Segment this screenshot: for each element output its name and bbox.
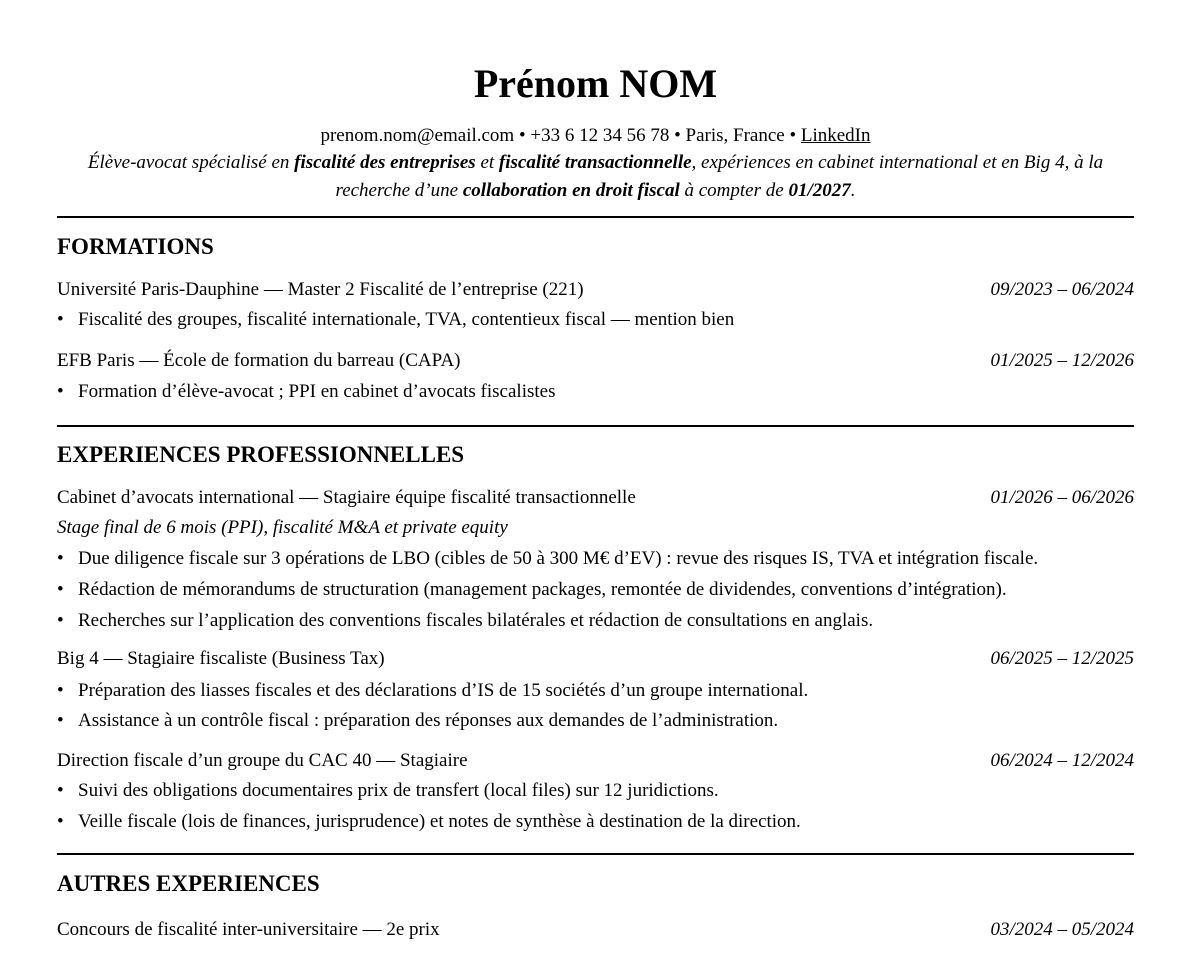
entry-title: EFB Paris — École de formation du barreau (CAPA) bbox=[57, 350, 461, 371]
summary-emphasis: collaboration en droit fiscal bbox=[462, 180, 680, 201]
section-title-experiences: EXPERIENCES PROFESSIONNELLES bbox=[57, 442, 465, 467]
entry-date: 01/2025 – 12/2026 bbox=[990, 350, 1134, 371]
separator: • bbox=[669, 125, 686, 146]
entry-date: 09/2023 – 06/2024 bbox=[990, 279, 1134, 300]
section-title-autres: AUTRES EXPERIENCES bbox=[57, 871, 320, 896]
entry-date: 06/2024 – 12/2024 bbox=[990, 750, 1134, 771]
entry-bullets bbox=[57, 679, 1134, 733]
experience-entry bbox=[57, 647, 1134, 733]
summary-part: , expériences en cabinet international et en Big 4, à la recherche d’une bbox=[335, 152, 1104, 201]
entry-title: Big 4 — Stagiaire fiscaliste (Business Tax) bbox=[57, 648, 385, 669]
experience-entry bbox=[57, 749, 1134, 834]
phone-text: +33 6 12 34 56 78 bbox=[530, 125, 670, 146]
section-title-formations: FORMATIONS bbox=[57, 234, 214, 259]
separator: • bbox=[784, 125, 801, 146]
entry-header bbox=[57, 918, 1134, 942]
entry-bullets bbox=[57, 380, 1134, 404]
entry-date: 01/2026 – 06/2026 bbox=[990, 487, 1134, 508]
bullet-item: • Fiscalité des groupes, fiscalité internationale, TVA, contentieux fiscal — mention bien bbox=[57, 308, 1134, 332]
bullet-item: • Due diligence fiscale sur 3 opérations de LBO (cibles de 50 à 300 M€ d’EV) : revue des risques IS, TVA et intégration fiscale. bbox=[57, 547, 1134, 571]
summary-part: Élève-avocat spécialisé en bbox=[87, 152, 295, 173]
other-entry bbox=[57, 918, 1134, 942]
resume-page bbox=[57, 0, 1134, 942]
bullet-item: • Formation d’élève-avocat ; PPI en cabinet d’avocats fiscalistes bbox=[57, 380, 1134, 404]
entry-bullets bbox=[57, 547, 1134, 633]
summary-part: à compter de bbox=[679, 180, 789, 201]
summary-part: . bbox=[850, 180, 856, 201]
bullet-item: • Veille fiscale (lois de finances, jurisprudence) et notes de synthèse à destination de la direction. bbox=[57, 810, 1134, 834]
entry-header bbox=[57, 278, 1134, 302]
entry-bullets bbox=[57, 779, 1134, 834]
separator: • bbox=[514, 125, 531, 146]
section-divider bbox=[57, 853, 1134, 855]
summary-emphasis: fiscalité des entreprises bbox=[294, 152, 476, 173]
entry-header bbox=[57, 486, 1134, 510]
bullet-item: • Recherches sur l’application des conventions fiscales bilatérales et rédaction de consultations en anglais. bbox=[57, 609, 1134, 633]
entry-header bbox=[57, 749, 1134, 773]
bullet-item: • Suivi des obligations documentaires prix de transfert (local files) sur 12 juridictions. bbox=[57, 779, 1134, 803]
profile-summary bbox=[57, 149, 1134, 205]
education-entry bbox=[57, 278, 1134, 332]
education-entry bbox=[57, 349, 1134, 404]
experience-entry bbox=[57, 486, 1134, 633]
entry-title: Concours de fiscalité inter-universitaire — 2e prix bbox=[57, 919, 440, 940]
candidate-name: Prénom NOM bbox=[473, 61, 718, 106]
section-divider bbox=[57, 425, 1134, 427]
entry-title: Direction fiscale d’un groupe du CAC 40 — Stagiaire bbox=[57, 750, 468, 771]
entry-subtitle: Stage final de 6 mois (PPI), fiscalité M&A et private equity bbox=[57, 517, 508, 538]
entry-header bbox=[57, 647, 1134, 671]
linkedin-link[interactable]: LinkedIn bbox=[800, 125, 871, 146]
entry-date: 06/2025 – 12/2025 bbox=[990, 648, 1134, 669]
summary-emphasis: 01/2027 bbox=[788, 180, 851, 201]
entry-date: 03/2024 – 05/2024 bbox=[990, 919, 1134, 940]
summary-emphasis: fiscalité transactionnelle bbox=[498, 152, 692, 173]
entry-title: Université Paris-Dauphine — Master 2 Fiscalité de l’entreprise (221) bbox=[57, 279, 584, 300]
summary-part: et bbox=[475, 152, 499, 173]
bullet-item: • Rédaction de mémorandums de structuration (management packages, remontée de dividendes, conventions d’intégration). bbox=[57, 578, 1134, 602]
contact-line bbox=[57, 124, 1134, 148]
bullet-item: • Assistance à un contrôle fiscal : préparation des réponses aux demandes de l’administration. bbox=[57, 709, 1134, 733]
entry-title: Cabinet d’avocats international — Stagiaire équipe fiscalité transactionnelle bbox=[57, 487, 636, 508]
entry-header bbox=[57, 349, 1134, 373]
entry-bullets bbox=[57, 308, 1134, 332]
email-text: prenom.nom@email.com bbox=[320, 125, 515, 146]
location-text: Paris, France bbox=[685, 125, 785, 146]
bullet-item: • Préparation des liasses fiscales et des déclarations d’IS de 15 sociétés d’un groupe international. bbox=[57, 679, 1134, 703]
section-divider bbox=[57, 216, 1134, 218]
